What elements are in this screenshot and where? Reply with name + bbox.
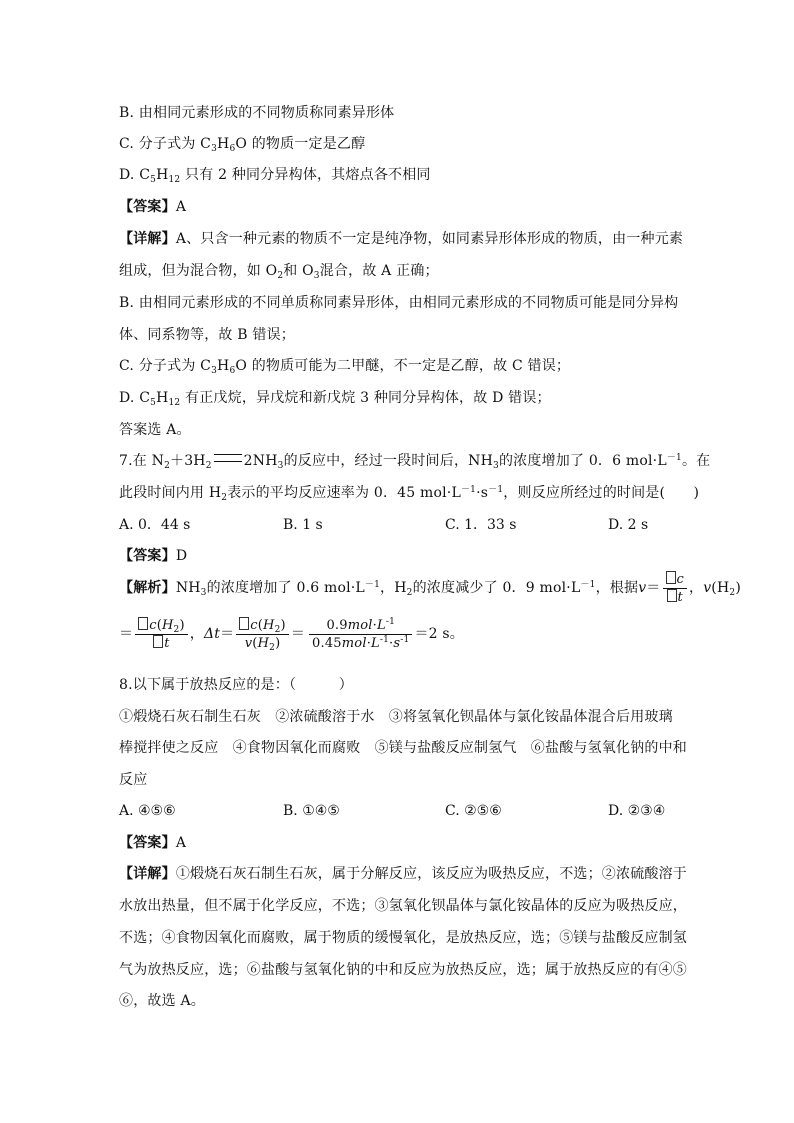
q6-detail-line: 组成，但为混合物，如 $O_2$和 $O_3$混合，故 A 正确；	[119, 263, 439, 281]
q7-analysis: 【解析】$NH_3$的浓度增加了 0.6 $mol\cdot L^{-1}$，$H_2$的浓度减少了 0．9 $mol\cdot L^{-1}$，根据v＝ $\frac{c}{t}$ ，$v(H_2)$	[119, 571, 741, 605]
q8-answer: 【答案】A	[119, 835, 187, 851]
q8-items: 棒搅拌使之反应 ④食物因氧化而腐败 ⑤镁与盐酸反应制氢气 ⑥盐酸与氢氧化钠的中和	[119, 740, 687, 756]
q8-detail-line: 水放出热量，但不属于化学反应，不选；③氢氧化钡晶体与氯化铵晶体的反应为吸热反应，	[119, 898, 687, 914]
equilibrium-arrow-icon	[214, 454, 242, 462]
q7-option-c: C. 1．33 s	[445, 517, 517, 533]
q6-detail-line: 【详解】A、只含一种元素的物质不一定是纯净物，如同素异形体形成的物质，由一种元素	[119, 231, 684, 247]
q8-detail-line: 不选；④食物因氧化而腐败，属于物质的缓慢氧化，是放热反应，选；⑤镁与盐酸反应制氢	[119, 930, 687, 946]
q7-option-a: A. 0．44 s	[119, 517, 191, 533]
q6-detail-line: B. 由相同元素形成的不同单质称同素异形体，由相同元素形成的不同物质可能是同分异构	[119, 295, 679, 311]
q7-answer: 【答案】D	[119, 548, 188, 564]
q8-option-b: B. ①④⑤	[283, 803, 340, 819]
q7-option-b: B. 1 s	[283, 517, 323, 533]
q7-stem: 7.在 $N_2+3H_2$ $2NH_3$的反应中，经过一段时间后，$NH_3$的浓度增加了 0．6 $mol\cdot L^{-1}$。在	[119, 453, 711, 471]
q6-answer: 【答案】A	[119, 199, 187, 215]
q8-detail-line: 气为放热反应，选；⑥盐酸与氢氧化钠的中和反应为放热反应，选；属于放热反应的有④⑤	[119, 962, 687, 978]
q6-detail-line: C. 分子式为 $C_3H_6O$ 的物质可能为二甲醚，不一定是乙醇，故 C 错误；	[119, 358, 571, 376]
q6-option-b: B. 由相同元素形成的不同物质称同素异形体	[119, 105, 395, 121]
q8-option-c: C. ②⑤⑥	[445, 803, 502, 819]
q8-items: ①煅烧石灰石制生石灰 ②浓硫酸溶于水 ③将氢氧化钡晶体与氯化铵晶体混合后用玻璃	[119, 709, 673, 725]
q6-detail-line: D. $C_5H_{12}$ 有正戊烷，异戊烷和新戊烷 3 种同分异构体，故 D 错误；	[119, 390, 551, 408]
q7-stem: 此段时间内用 $H_2$表示的平均反应速率为 0．45 $mol\cdot L^{-1}\cdot s^{-1}$，则反应所经过的时间是( )	[119, 485, 700, 503]
q6-option-c: C. 分子式为 $C_3H_6O$ 的物质一定是乙醇	[119, 136, 366, 154]
q6-final-answer: 答案选 A。	[119, 422, 191, 438]
q6-option-d: D. $C_5H_{12}$ 只有 2 种同分异构体，其熔点各不相同	[119, 167, 431, 185]
q8-stem: 8.以下属于放热反应的是：（ ）	[119, 677, 353, 693]
q7-option-d: D. 2 s	[608, 517, 649, 533]
q8-items: 反应	[119, 772, 148, 788]
q8-option-d: D. ②③④	[608, 803, 666, 819]
q8-detail-line: ⑥，故选 A。	[119, 993, 205, 1009]
q7-formula: ＝ $\frac{c(H_2)}{t}$ ，Δt＝ $\frac{c(H_2)}{v(H_2)}$ ＝ $\frac{0.9mol\cdot L^{-1}}{0.45mol\cdot L^{-1}\cdot s^{-1}}$ ＝2 s。	[119, 616, 464, 653]
q6-detail-line: 体、同系物等，故 B 错误；	[119, 327, 295, 343]
q8-detail-line: 【详解】①煅烧石灰石制生石灰，属于分解反应，该反应为吸热反应，不选；②浓硫酸溶于	[119, 866, 688, 882]
q8-option-a: A. ④⑤⑥	[119, 803, 176, 819]
